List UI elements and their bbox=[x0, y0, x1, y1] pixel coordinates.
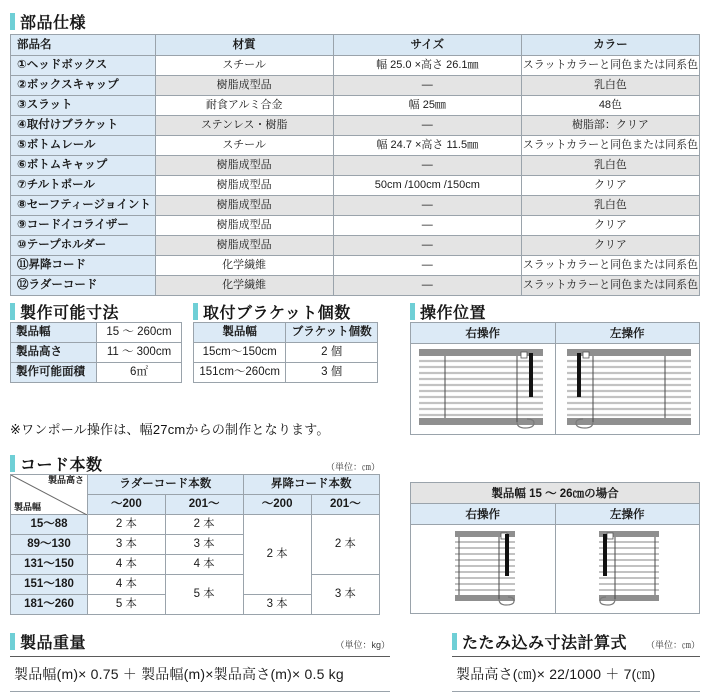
accent-bar-icon bbox=[10, 13, 15, 30]
onepole-note: ※ワンポール操作は、幅27cmからの制作となります。 bbox=[10, 422, 330, 437]
cord-lift-b-top: 2 本 bbox=[311, 515, 379, 575]
cord-lift-a-top: 2 本 bbox=[243, 515, 311, 595]
part-name: ⑩テープホルダー bbox=[11, 236, 156, 256]
weight-section bbox=[10, 630, 390, 692]
size-value: 6㎡ bbox=[97, 363, 182, 383]
bracket-section-heading bbox=[193, 300, 378, 323]
table-row bbox=[11, 216, 700, 236]
table-row bbox=[11, 256, 700, 276]
part-size: ― bbox=[333, 216, 521, 236]
part-color: 樹脂部：クリア bbox=[521, 116, 699, 136]
size-value: 15 ～ 260cm bbox=[97, 323, 182, 343]
narrow-blind-right-operation-cell bbox=[411, 525, 556, 614]
operation-small-left-label: 左操作 bbox=[555, 504, 700, 525]
part-color: クリア bbox=[521, 176, 699, 196]
accent-bar-icon bbox=[10, 303, 15, 320]
sizes-table bbox=[10, 322, 182, 383]
cord-width: 15～88 bbox=[11, 515, 88, 535]
size-key: 製品幅 bbox=[11, 323, 97, 343]
part-name: ④取付けブラケット bbox=[11, 116, 156, 136]
parts-table bbox=[10, 34, 700, 296]
part-color: 48色 bbox=[521, 96, 699, 116]
cord-corner-col-label: 製品高さ bbox=[47, 475, 84, 485]
bracket-col-width: 製品幅 bbox=[194, 323, 286, 343]
parts-col-name: 部品名 bbox=[11, 35, 156, 56]
cord-ladder-a: 3 本 bbox=[88, 535, 166, 555]
parts-section-title: 部品仕様 bbox=[20, 15, 87, 32]
part-name: ⑤ボトムレール bbox=[11, 136, 156, 156]
fold-formula: 製品高さ(㎝)× 22/1000 ＋ 7(㎝) bbox=[456, 666, 656, 682]
operation-section-title: 操作位置 bbox=[420, 305, 487, 322]
table-row bbox=[11, 76, 700, 96]
bracket-width: 15cm～150cm bbox=[194, 343, 286, 363]
parts-table-container bbox=[10, 34, 700, 296]
part-material: ステンレス・樹脂 bbox=[155, 116, 333, 136]
part-size: ― bbox=[333, 256, 521, 276]
part-color: 乳白色 bbox=[521, 156, 699, 176]
part-name: ①ヘッドボックス bbox=[11, 56, 156, 76]
part-size: ― bbox=[333, 76, 521, 96]
part-material: 耐食アルミ合金 bbox=[155, 96, 333, 116]
blind-left-operation-icon bbox=[559, 346, 695, 430]
part-color: スラットカラーと同色または同系色 bbox=[521, 136, 699, 156]
part-color: スラットカラーと同色または同系色 bbox=[521, 276, 699, 296]
weight-section-title: 製品重量 bbox=[20, 635, 87, 652]
narrow-blind-left-operation-icon bbox=[559, 527, 695, 609]
cord-ladder-b: 3 本 bbox=[165, 535, 243, 555]
blind-right-operation-icon bbox=[415, 346, 551, 430]
table-row bbox=[11, 323, 182, 343]
operation-small-span-row bbox=[411, 483, 700, 504]
cord-sub-ladder-b: 201～ bbox=[165, 495, 243, 515]
table-row bbox=[11, 136, 700, 156]
part-color: スラットカラーと同色または同系色 bbox=[521, 256, 699, 276]
part-name: ⑦チルトポール bbox=[11, 176, 156, 196]
operation-illustration-row bbox=[411, 344, 700, 435]
cord-width: 151～180 bbox=[11, 575, 88, 595]
parts-table-header-row bbox=[11, 35, 700, 56]
bracket-count: 3 個 bbox=[286, 363, 378, 383]
cord-ladder-b: 2 本 bbox=[165, 515, 243, 535]
part-size: 50cm /100cm /150cm bbox=[333, 176, 521, 196]
table-row bbox=[11, 116, 700, 136]
accent-bar-icon bbox=[10, 455, 15, 472]
sizes-table-container bbox=[10, 322, 182, 383]
cord-ladder-a: 2 本 bbox=[88, 515, 166, 535]
bracket-section-title: 取付ブラケット個数 bbox=[203, 305, 351, 322]
weight-section-unit: （単位：kg） bbox=[335, 640, 390, 650]
accent-bar-icon bbox=[10, 633, 15, 650]
cord-section-heading bbox=[10, 452, 380, 475]
table-row bbox=[11, 156, 700, 176]
cord-header-row-1 bbox=[11, 475, 380, 495]
weight-rule-bottom bbox=[10, 691, 390, 692]
part-material: 化学繊維 bbox=[155, 256, 333, 276]
part-material: スチール bbox=[155, 136, 333, 156]
fold-section-unit: （単位：㎝） bbox=[645, 640, 700, 650]
bracket-table-container bbox=[193, 322, 378, 383]
cord-sub-lift-b: 201～ bbox=[311, 495, 379, 515]
cord-width: 89～130 bbox=[11, 535, 88, 555]
operation-small-span-label: 製品幅 15 ～ 26㎝の場合 bbox=[411, 483, 700, 504]
fold-rule-bottom bbox=[452, 691, 700, 692]
blind-right-operation-cell bbox=[411, 344, 556, 435]
part-name: ⑥ボトムキャップ bbox=[11, 156, 156, 176]
fold-section-title: たたみ込み寸法計算式 bbox=[462, 635, 628, 652]
cord-group-lift: 昇降コード本数 bbox=[243, 475, 379, 495]
table-row bbox=[194, 363, 378, 383]
accent-bar-icon bbox=[452, 633, 457, 650]
weight-formula: 製品幅(m)× 0.75 ＋ 製品幅(m)×製品高さ(m)× 0.5 kg bbox=[14, 666, 344, 682]
bracket-width: 151cm～260cm bbox=[194, 363, 286, 383]
cord-section-unit: （単位：㎝） bbox=[325, 462, 380, 472]
bracket-col-count: ブラケット個数 bbox=[286, 323, 378, 343]
size-key: 製品高さ bbox=[11, 343, 97, 363]
cord-ladder-a: 4 本 bbox=[88, 575, 166, 595]
table-row bbox=[11, 343, 182, 363]
operation-small-header-row bbox=[411, 504, 700, 525]
bracket-header-row bbox=[194, 323, 378, 343]
operation-section-heading bbox=[410, 300, 700, 323]
table-row bbox=[11, 363, 182, 383]
cord-ladder-b: 4 本 bbox=[165, 555, 243, 575]
operation-left-label: 左操作 bbox=[555, 323, 700, 344]
table-row bbox=[11, 56, 700, 76]
table-row bbox=[11, 96, 700, 116]
size-value: 11 ～ 300cm bbox=[97, 343, 182, 363]
sizes-section-title: 製作可能寸法 bbox=[20, 305, 120, 322]
cord-section-title: コード本数 bbox=[20, 457, 103, 474]
parts-col-material: 材質 bbox=[155, 35, 333, 56]
part-color: スラットカラーと同色または同系色 bbox=[521, 56, 699, 76]
cord-ladder-a: 5 本 bbox=[88, 595, 166, 615]
cord-width: 131～150 bbox=[11, 555, 88, 575]
cord-group-ladder: ラダーコード本数 bbox=[88, 475, 244, 495]
part-name: ⑫ラダーコード bbox=[11, 276, 156, 296]
part-size: 幅 25㎜ bbox=[333, 96, 521, 116]
part-material: 樹脂成型品 bbox=[155, 196, 333, 216]
sizes-section-heading bbox=[10, 300, 182, 323]
part-color: クリア bbox=[521, 236, 699, 256]
part-size: ― bbox=[333, 156, 521, 176]
part-material: 樹脂成型品 bbox=[155, 216, 333, 236]
part-name: ⑨コードイコライザー bbox=[11, 216, 156, 236]
cord-lift-a-bottom: 3 本 bbox=[243, 595, 311, 615]
part-name: ②ボックスキャップ bbox=[11, 76, 156, 96]
cord-count-table bbox=[10, 474, 380, 615]
fold-section bbox=[452, 630, 700, 692]
cord-table-container bbox=[10, 474, 380, 615]
table-row bbox=[11, 575, 380, 595]
part-size: 幅 24.7 ×高さ 11.5㎜ bbox=[333, 136, 521, 156]
bracket-count: 2 個 bbox=[286, 343, 378, 363]
fold-section-heading bbox=[452, 630, 700, 653]
table-row bbox=[11, 276, 700, 296]
part-material: 化学繊維 bbox=[155, 276, 333, 296]
parts-col-size: サイズ bbox=[333, 35, 521, 56]
part-material: 樹脂成型品 bbox=[155, 236, 333, 256]
table-row bbox=[11, 236, 700, 256]
part-size: ― bbox=[333, 236, 521, 256]
blind-left-operation-cell bbox=[555, 344, 700, 435]
operation-small-table-container bbox=[410, 482, 700, 614]
cord-corner-cell bbox=[11, 475, 88, 515]
part-size: 幅 25.0 ×高さ 26.1㎜ bbox=[333, 56, 521, 76]
part-size: ― bbox=[333, 276, 521, 296]
part-material: 樹脂成型品 bbox=[155, 176, 333, 196]
bracket-table bbox=[193, 322, 378, 383]
table-row bbox=[11, 176, 700, 196]
cord-lift-b-bottom: 3 本 bbox=[311, 575, 379, 615]
operation-small-illustration-row bbox=[411, 525, 700, 614]
narrow-blind-left-operation-cell bbox=[555, 525, 700, 614]
accent-bar-icon bbox=[410, 303, 415, 320]
part-name: ③スラット bbox=[11, 96, 156, 116]
cord-ladder-a: 4 本 bbox=[88, 555, 166, 575]
operation-header-row bbox=[411, 323, 700, 344]
cord-sub-ladder-a: ～200 bbox=[88, 495, 166, 515]
cord-width: 181～260 bbox=[11, 595, 88, 615]
operation-position-table bbox=[410, 322, 700, 435]
cord-ladder-b-merged: 5 本 bbox=[165, 575, 243, 615]
part-name: ⑧セーフティージョイント bbox=[11, 196, 156, 216]
part-size: ― bbox=[333, 116, 521, 136]
part-material: スチール bbox=[155, 56, 333, 76]
part-color: クリア bbox=[521, 216, 699, 236]
size-key: 製作可能面積 bbox=[11, 363, 97, 383]
operation-table-container bbox=[410, 322, 700, 435]
part-name: ⑪昇降コード bbox=[11, 256, 156, 276]
part-color: 乳白色 bbox=[521, 196, 699, 216]
narrow-blind-right-operation-icon bbox=[415, 527, 551, 609]
part-size: ― bbox=[333, 196, 521, 216]
table-row bbox=[194, 343, 378, 363]
table-row bbox=[11, 196, 700, 216]
part-material: 樹脂成型品 bbox=[155, 156, 333, 176]
part-color: 乳白色 bbox=[521, 76, 699, 96]
parts-section-heading bbox=[10, 10, 700, 33]
weight-section-heading bbox=[10, 630, 390, 653]
cord-corner-row-label: 製品幅 bbox=[14, 502, 42, 513]
cord-sub-lift-a: ～200 bbox=[243, 495, 311, 515]
accent-bar-icon bbox=[193, 303, 198, 320]
table-row bbox=[11, 515, 380, 535]
operation-small-right-label: 右操作 bbox=[411, 504, 556, 525]
operation-right-label: 右操作 bbox=[411, 323, 556, 344]
operation-small-width-table bbox=[410, 482, 700, 614]
part-material: 樹脂成型品 bbox=[155, 76, 333, 96]
parts-col-color: カラー bbox=[521, 35, 699, 56]
